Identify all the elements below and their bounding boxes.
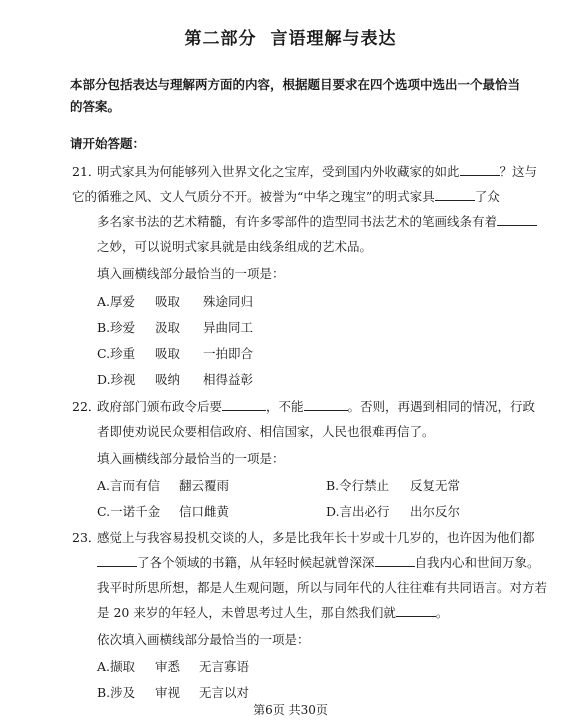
- question-21-line-2: 它的循雅之风、文人气质分不开。被誉为“中华之瑰宝”的明式家具 了众: [72, 189, 500, 204]
- answer-blank: [396, 604, 436, 617]
- question-22-line-2: 者即使劝说民众要相信政府、相信国家，人民也很难再信了。: [97, 424, 435, 439]
- question-22-option-a[interactable]: A.言而有信 翻云覆雨: [97, 478, 230, 493]
- question-22-prompt: 填入画横线部分最恰当的一项是：: [97, 451, 285, 466]
- section-part: 第二部分: [184, 29, 257, 49]
- question-21-option-c[interactable]: C.珍重 吸取 一拍即合: [97, 346, 254, 361]
- question-23-line-1: 感觉上与我容易投机交谈的人，多是比我年长十岁或十几岁的，也许因为他们都: [97, 530, 535, 545]
- question-21-line-1: 明式家具为何能够列入世界文化之宝库，受到国内外收藏家的如此 ？这与: [97, 164, 538, 179]
- question-22-option-d[interactable]: D.言出必行 出尔反尔: [326, 504, 461, 519]
- question-23-prompt: 依次填入画横线部分最恰当的一项是：: [97, 632, 310, 647]
- answer-blank: [222, 398, 266, 411]
- question-23-option-b[interactable]: B.涉及 审视 无言以对: [97, 685, 250, 700]
- question-21-line-3: 多名家书法的艺术精髓，有许多零部件的造型同书法艺术的笔画线条有着: [97, 212, 537, 230]
- section-title: [0, 24, 581, 49]
- question-21-line-4: 之妙，可以说明式家具就是由线条组成的艺术品。: [97, 239, 373, 254]
- question-21-option-d[interactable]: D.珍视 吸纳 相得益彰: [97, 372, 254, 387]
- question-23-line-2: 了各个领域的书籍，从年轻时候起就曾深深 自我内心和世间万象。: [97, 553, 540, 571]
- section-name: 言语理解与表达: [270, 29, 397, 49]
- question-23-number: 23．: [72, 530, 101, 545]
- page-footer: 第6页 共30页: [253, 703, 328, 717]
- question-21-number: 21．: [72, 164, 101, 179]
- answer-blank: [460, 163, 500, 176]
- question-21-option-a[interactable]: A.厚爱 吸取 殊途同归: [97, 294, 254, 309]
- question-22-number: 22．: [72, 399, 101, 414]
- question-22-option-b[interactable]: B.令行禁止 反复无常: [326, 478, 461, 493]
- answer-blank: [435, 188, 475, 201]
- section-instructions: 本部分包括表达与理解两方面的内容，根据题目要求在四个选项中选出一个最恰当的答案。: [70, 77, 521, 114]
- question-22-option-c[interactable]: C.一诺千金 信口雌黄: [97, 504, 230, 519]
- question-21-prompt: 填入画横线部分最恰当的一项是：: [97, 266, 285, 281]
- answer-blank: [97, 554, 137, 567]
- question-22-line-1: 政府部门颁布政令后要 ，不能 。否则，再遇到相同的情况，行政: [97, 399, 536, 414]
- question-23-line-4: 是 20 来岁的年轻人，未曾思考过人生，那自然我们就 。: [97, 605, 449, 620]
- answer-blank: [375, 554, 415, 567]
- start-label: 请开始答题：: [70, 136, 146, 151]
- question-21-option-b[interactable]: B.珍爱 汲取 异曲同工: [97, 320, 254, 335]
- question-23-option-a[interactable]: A.撷取 审悉 无言寡语: [97, 659, 250, 674]
- question-23-line-3: 我平时所思所想，都是人生观问题，所以与同年代的人往往难有共同语言。对方若: [97, 580, 548, 595]
- answer-blank: [304, 398, 348, 411]
- answer-blank: [497, 213, 537, 226]
